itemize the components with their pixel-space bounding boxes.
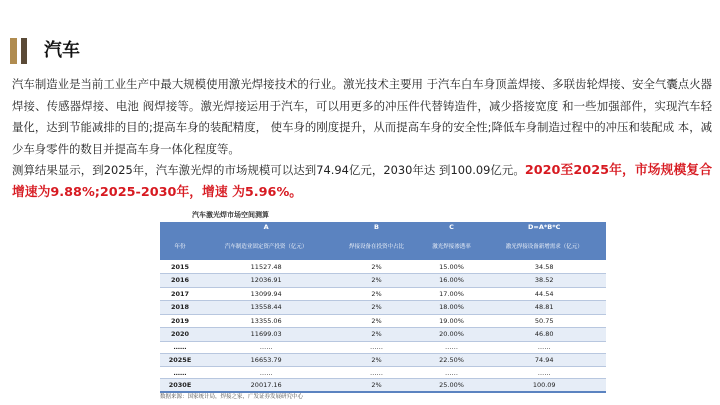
accent-bar-gold [10, 38, 17, 64]
result-text: 测算结果显示，到2025年，汽车激光焊的市场规模可以达到74.94亿元，2030年达 到100.09亿元。 [12, 163, 525, 177]
cell-year: 2030E [160, 379, 200, 393]
table-row [160, 274, 606, 288]
header-demand: 激光焊接设备新增需求（亿元） [482, 232, 606, 260]
table-row [160, 353, 606, 367]
cell-demand: 100.09 [482, 379, 606, 393]
cell-demand: …… [482, 367, 606, 379]
cell-year: 2025E [160, 353, 200, 367]
cell-share: 2% [332, 314, 420, 328]
cell-investment: 13099.94 [200, 287, 332, 301]
cell-penetration: 15.00% [421, 260, 483, 274]
cell-penetration: …… [421, 367, 483, 379]
page-title: 汽车 [44, 40, 80, 61]
cell-year: 2019 [160, 314, 200, 328]
cell-investment: 12036.91 [200, 274, 332, 288]
cell-penetration: 19.00% [421, 314, 483, 328]
cell-share: 2% [332, 379, 420, 393]
cell-investment: 20017.16 [200, 379, 332, 393]
cell-share: …… [332, 367, 420, 379]
table-header-row [160, 232, 606, 260]
cell-demand: 44.54 [482, 287, 606, 301]
table-letter-row [160, 222, 606, 232]
table-letter-blank [160, 222, 200, 232]
cell-investment: …… [200, 367, 332, 379]
table-letter-a: A [200, 222, 332, 232]
result-highlight: 2020至2025年，市场规模复合增速为9.88%;2025-2030年，增速 为5.96%。 [12, 163, 712, 200]
table-source: 数据来源：国家统计局，焊接之家，广发证券发展研究中心 [160, 394, 304, 400]
cell-year: …… [160, 367, 200, 379]
body-text [12, 74, 712, 203]
cell-share: 2% [332, 274, 420, 288]
table-row [160, 301, 606, 315]
cell-penetration: 20.00% [421, 328, 483, 342]
cell-year: …… [160, 341, 200, 353]
cell-investment: 13558.44 [200, 301, 332, 315]
cell-penetration: 16.00% [421, 274, 483, 288]
cell-investment: 13355.06 [200, 314, 332, 328]
cell-demand: 74.94 [482, 353, 606, 367]
cell-penetration: 22.50% [421, 353, 483, 367]
cell-investment: …… [200, 341, 332, 353]
cell-demand: 48.81 [482, 301, 606, 315]
cell-penetration: 17.00% [421, 287, 483, 301]
cell-year: 2020 [160, 328, 200, 342]
accent-bar-dark [21, 38, 27, 64]
cell-share: …… [332, 341, 420, 353]
table-letter-c: C [421, 222, 483, 232]
header-investment: 汽车制造业固定资产投资（亿元） [200, 232, 332, 260]
cell-year: 2017 [160, 287, 200, 301]
table-letter-d: D=A*B*C [482, 222, 606, 232]
cell-year: 2016 [160, 274, 200, 288]
market-table [160, 222, 606, 393]
table-row [160, 328, 606, 342]
cell-share: 2% [332, 328, 420, 342]
cell-demand: 50.75 [482, 314, 606, 328]
cell-demand: 46.80 [482, 328, 606, 342]
slide-header [0, 0, 720, 72]
cell-investment: 11699.03 [200, 328, 332, 342]
table-row [160, 379, 606, 393]
cell-penetration: …… [421, 341, 483, 353]
table-row-ellipsis [160, 341, 606, 353]
cell-year: 2015 [160, 260, 200, 274]
cell-share: 2% [332, 287, 420, 301]
cell-share: 2% [332, 353, 420, 367]
header-penetration: 激光焊接渗透率 [421, 232, 483, 260]
table-letter-b: B [332, 222, 420, 232]
cell-investment: 16653.79 [200, 353, 332, 367]
cell-penetration: 25.00% [421, 379, 483, 393]
table-title: 汽车激光焊市场空间测算 [192, 210, 269, 219]
cell-year: 2018 [160, 301, 200, 315]
cell-demand: 34.58 [482, 260, 606, 274]
header-equipment-share: 焊接设备在投资中占比 [332, 232, 420, 260]
header-year: 年份 [160, 232, 200, 260]
table-row-ellipsis [160, 367, 606, 379]
cell-share: 2% [332, 260, 420, 274]
cell-demand: 38.52 [482, 274, 606, 288]
table-row [160, 287, 606, 301]
market-table-figure [160, 210, 606, 405]
cell-share: 2% [332, 301, 420, 315]
cell-penetration: 18.00% [421, 301, 483, 315]
cell-investment: 11527.48 [200, 260, 332, 274]
cell-demand: …… [482, 341, 606, 353]
table-row [160, 314, 606, 328]
table-row [160, 260, 606, 274]
intro-paragraph: 汽车制造业是当前工业生产中最大规模使用激光焊接技术的行业。激光技术主要用 于汽车白车身顶盖焊接、多联齿轮焊接、安全气囊点火器焊接、传感器焊接、电池 阀焊接等。激光焊接运用于汽车，可以用更多的冲压件代替铸造件，减少搭接宽度 和一些加强部件，实现汽车轻量化，达到节能减排的目的;提高车身的装配精度， 使车身的刚度提升，从而提高车身的安全性;降低车身制造过程中的冲压和装配成 本，减少车身零件的数目并提高车身一体化程度等。 [12, 77, 712, 156]
